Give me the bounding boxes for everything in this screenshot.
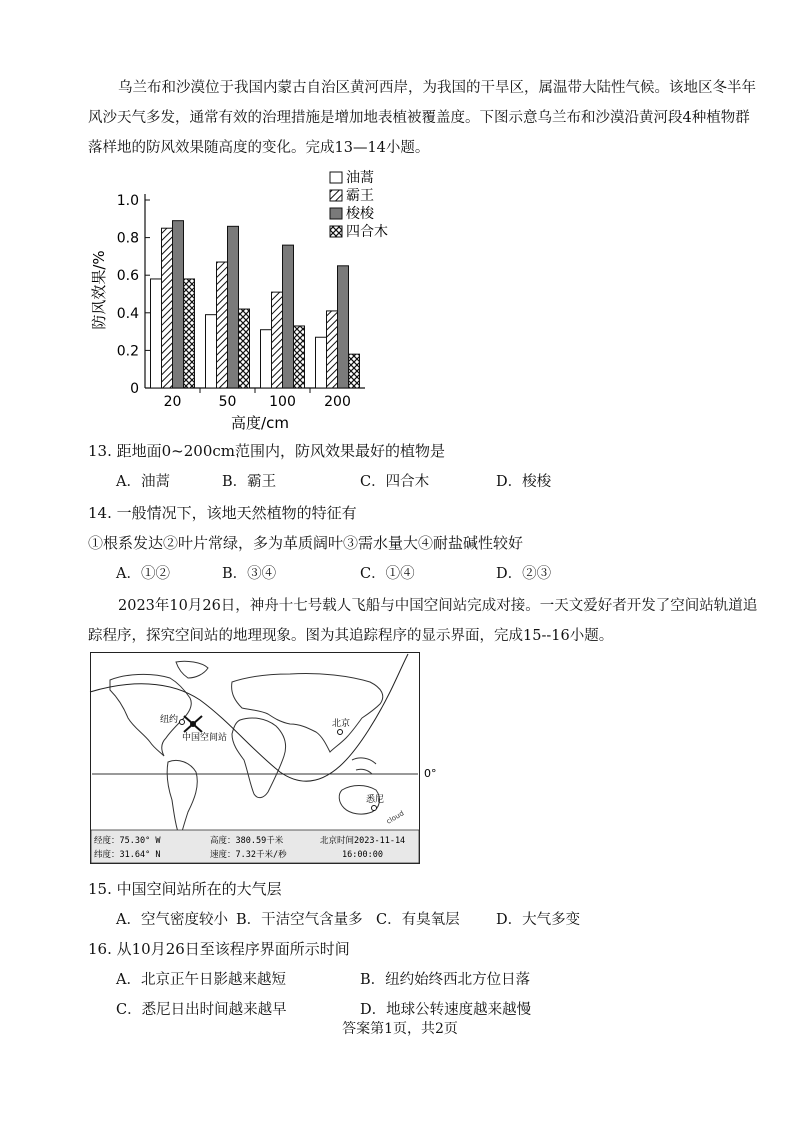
x-tick-label: 100 (269, 394, 296, 410)
q14-option-a[interactable]: A．①② (116, 566, 170, 582)
bar-cross (184, 279, 195, 388)
legend-label: 油蒿 (346, 170, 374, 186)
passage2-line1: 2023年10月26日，神舟十七号载人飞船与中国空间站完成对接。一天文爱好者开发了空间站轨道追 (118, 598, 758, 614)
legend-label: 梭梭 (346, 206, 374, 222)
bar-empty (316, 337, 327, 388)
page-footer: 答案第1页，共2页 (342, 1021, 458, 1037)
windbreak-chart (90, 170, 420, 440)
q15-option-d[interactable]: D．大气多变 (496, 912, 581, 928)
q16-option-c[interactable]: C．悉尼日出时间越来越早 (116, 1002, 287, 1018)
altitude-readout: 高度：380.59千米 (210, 836, 284, 846)
beijing-label: 北京 (332, 719, 351, 729)
bar-hatch (162, 228, 173, 388)
bar-solid (228, 226, 239, 388)
legend-swatch-hatch (330, 190, 342, 201)
q14-option-c[interactable]: C．①④ (360, 566, 415, 582)
beijing-marker (338, 730, 343, 735)
bar-solid (173, 221, 184, 388)
time-label: 北京时间2023-11-14 (320, 836, 406, 846)
q13-option-a[interactable]: A．油蒿 (116, 474, 170, 490)
q13-option-d[interactable]: D．梭梭 (496, 474, 552, 490)
bar-solid (338, 266, 349, 388)
sydney-marker (372, 806, 377, 811)
y-tick-label: 0.2 (116, 343, 139, 360)
equator-label: 0° (424, 767, 437, 780)
legend-swatch-solid (330, 208, 342, 219)
bar-solid (283, 245, 294, 388)
q14-option-d[interactable]: D．②③ (496, 566, 552, 582)
newyork-marker (180, 720, 185, 725)
speed-readout: 速度：7.32千米/秒 (210, 850, 287, 860)
newyork-label: 纽约 (160, 715, 179, 725)
sydney-label: 悉尼 (366, 795, 385, 805)
bar-cross (239, 309, 250, 388)
station-label: 中国空间站 (182, 733, 228, 743)
q13-option-b[interactable]: B．霸王 (222, 474, 277, 490)
legend-label: 霸王 (346, 188, 374, 204)
q16-option-a[interactable]: A．北京正午日影越来越短 (116, 972, 286, 988)
longitude-readout: 经度：75.30° W (94, 836, 161, 846)
time-value: 16:00:00 (342, 850, 383, 860)
x-axis-label: 高度/cm (231, 414, 289, 432)
y-tick-label: 0 (130, 381, 139, 397)
latitude-readout: 纬度：31.64° N (94, 850, 161, 860)
q14-option-b[interactable]: B．③④ (222, 566, 277, 582)
y-tick-label: 0.4 (116, 305, 139, 322)
bar-hatch (327, 311, 338, 388)
y-axis-label: 防风效果/% (90, 250, 108, 330)
legend-label: 四合木 (346, 224, 388, 240)
q16-option-b[interactable]: B．纽约始终西北方位日落 (360, 972, 531, 988)
bar-empty (151, 279, 162, 388)
bar-empty (261, 330, 272, 388)
bar-hatch (217, 262, 228, 388)
passage2-line2: 踪程序，探究空间站的地理现象。图为其追踪程序的显示界面，完成15--16小题。 (88, 628, 614, 644)
bar-hatch (272, 292, 283, 388)
passage1-line1: 乌兰布和沙漠位于我国内蒙古自治区黄河西岸，为我国的干旱区，属温带大陆性气候。该地区冬半年 (118, 80, 756, 96)
bar-cross (349, 354, 360, 388)
q16-option-d[interactable]: D．地球公转速度越来越慢 (360, 1002, 532, 1018)
orbit-tracker-map (90, 652, 437, 864)
q15-option-b[interactable]: B．干洁空气含量多 (236, 912, 363, 928)
cloud-label: cloud (385, 809, 406, 826)
bar-empty (206, 315, 217, 388)
q13-option-c[interactable]: C．四合木 (360, 474, 430, 490)
y-tick-label: 0.8 (116, 230, 139, 247)
x-tick-label: 200 (324, 394, 351, 410)
x-tick-label: 50 (218, 394, 237, 410)
passage1-line3: 落样地的防风效果随高度的变化。完成13—14小题。 (88, 140, 430, 156)
y-tick-label: 0.6 (116, 268, 139, 285)
q15-option-a[interactable]: A．空气密度较小 (116, 912, 228, 928)
passage1-line2: 风沙天气多发，通常有效的治理措施是增加地表植被覆盖度。下图示意乌兰布和沙漠沿黄河段4种植物群 (88, 110, 750, 126)
q14-stem: 14. 一般情况下，该地天然植物的特征有 (88, 504, 357, 522)
bar-cross (294, 326, 305, 388)
q14-items: ①根系发达②叶片常绿，多为革质阔叶③需水量大④耐盐碱性较好 (88, 534, 524, 552)
y-tick-label: 1.0 (116, 193, 139, 209)
x-tick-label: 20 (163, 394, 182, 410)
q15-stem: 15. 中国空间站所在的大气层 (88, 880, 282, 898)
q16-stem: 16. 从10月26日至该程序界面所示时间 (88, 940, 350, 958)
q13-stem: 13. 距地面0~200cm范围内，防风效果最好的植物是 (88, 442, 445, 460)
legend-swatch-empty (330, 172, 342, 183)
legend-swatch-cross (330, 226, 342, 237)
q15-option-c[interactable]: C．有臭氧层 (376, 912, 460, 928)
